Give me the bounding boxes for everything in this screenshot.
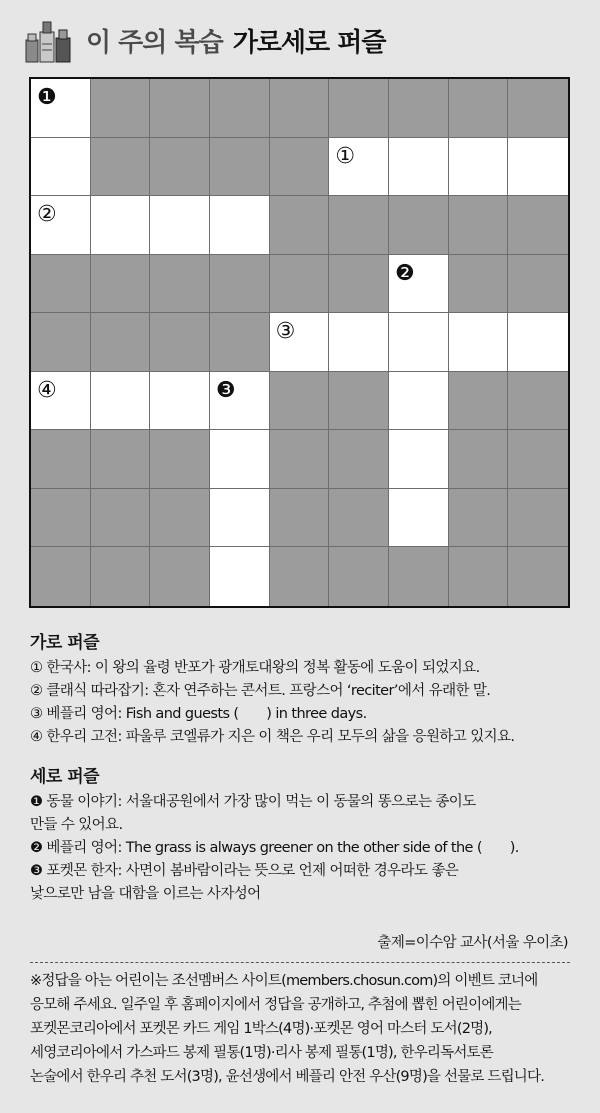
page-title bbox=[86, 22, 385, 59]
across-clue-1: ① 한국사: 이 왕의 율령 반포가 광개토대왕의 정복 활동에 도움이 되었지요. bbox=[30, 660, 480, 676]
answer-cell[interactable] bbox=[210, 547, 270, 606]
blocked-cell bbox=[270, 196, 330, 255]
across-clue-3: ③ 베플리 영어: Fish and guests ( ) in three days. bbox=[30, 706, 367, 722]
blocked-cell bbox=[210, 138, 270, 197]
blocked-cell bbox=[329, 255, 389, 314]
notice-line-4: 세영코리아에서 가스파드 봉제 필통(1명)·리사 봉제 필통(1명), 한우리독서토론 bbox=[30, 1045, 493, 1061]
blocked-cell bbox=[508, 430, 568, 489]
blocked-cell bbox=[389, 547, 449, 606]
answer-cell[interactable] bbox=[210, 489, 270, 548]
answer-cell[interactable] bbox=[31, 372, 91, 431]
blocked-cell bbox=[210, 79, 270, 138]
blocked-cell bbox=[91, 430, 151, 489]
answer-cell[interactable] bbox=[31, 138, 91, 197]
answer-cell[interactable] bbox=[389, 489, 449, 548]
answer-cell[interactable] bbox=[150, 372, 210, 431]
clue-number: ④ bbox=[37, 377, 57, 403]
blocked-cell bbox=[449, 255, 509, 314]
blocked-cell bbox=[91, 255, 151, 314]
blocked-cell bbox=[449, 489, 509, 548]
clue-number: ② bbox=[37, 202, 57, 228]
answer-cell[interactable] bbox=[31, 196, 91, 255]
header bbox=[0, 0, 600, 70]
blocked-cell bbox=[449, 372, 509, 431]
answer-cell[interactable] bbox=[210, 196, 270, 255]
clue-number: ❶ bbox=[37, 85, 57, 110]
blocked-cell bbox=[91, 313, 151, 372]
blocked-cell bbox=[270, 79, 330, 138]
blocked-cell bbox=[31, 255, 91, 314]
blocked-cell bbox=[329, 547, 389, 606]
blocked-cell bbox=[270, 372, 330, 431]
blocked-cell bbox=[91, 547, 151, 606]
answer-cell[interactable] bbox=[210, 430, 270, 489]
blocked-cell bbox=[449, 79, 509, 138]
blocked-cell bbox=[449, 430, 509, 489]
blocked-cell bbox=[270, 547, 330, 606]
blocked-cell bbox=[329, 430, 389, 489]
blocked-cell bbox=[508, 79, 568, 138]
blocked-cell bbox=[31, 489, 91, 548]
blocked-cell bbox=[150, 489, 210, 548]
blocked-cell bbox=[31, 430, 91, 489]
blocked-cell bbox=[389, 79, 449, 138]
blocked-cell bbox=[270, 489, 330, 548]
blocked-cell bbox=[389, 196, 449, 255]
across-clue-2: ② 클래식 따라잡기: 혼자 연주하는 콘서트. 프랑스어 ‘reciter’에서 유래한 말. bbox=[30, 683, 491, 699]
across-clue-4: ④ 한우리 고전: 파울루 코엘류가 지은 이 책은 우리 모두의 삶을 응원하고 있지요. bbox=[30, 729, 515, 745]
crossword-cells bbox=[31, 79, 568, 606]
blocked-cell bbox=[150, 313, 210, 372]
blocked-cell bbox=[150, 138, 210, 197]
answer-cell[interactable] bbox=[389, 430, 449, 489]
answer-cell[interactable] bbox=[150, 196, 210, 255]
down-clue-1-cont: 만들 수 있어요. bbox=[30, 817, 123, 833]
answer-cell[interactable] bbox=[91, 196, 151, 255]
blocked-cell bbox=[210, 313, 270, 372]
down-clue-2: ❷ 베플리 영어: The grass is always greener on the other side of the ( ). bbox=[30, 840, 519, 856]
clue-number: ① bbox=[335, 143, 356, 169]
answer-cell[interactable] bbox=[389, 372, 449, 431]
down-clue-3: ❸ 포켓몬 한자: 사면이 봄바람이라는 뜻으로 언제 어떠한 경우라도 좋은 bbox=[30, 863, 459, 879]
answer-cell[interactable] bbox=[508, 313, 568, 372]
blocked-cell bbox=[210, 255, 270, 314]
answer-cell[interactable] bbox=[329, 138, 389, 197]
blocked-cell bbox=[449, 196, 509, 255]
blocked-cell bbox=[150, 430, 210, 489]
answer-cell[interactable] bbox=[329, 313, 389, 372]
answer-cell[interactable] bbox=[508, 138, 568, 197]
clue-number: ❷ bbox=[395, 260, 415, 286]
blocked-cell bbox=[329, 489, 389, 548]
blocked-cell bbox=[329, 372, 389, 431]
blocked-cell bbox=[31, 547, 91, 606]
blocked-cell bbox=[150, 255, 210, 314]
blocked-cell bbox=[508, 489, 568, 548]
notice-section bbox=[30, 969, 580, 1089]
blocked-cell bbox=[31, 313, 91, 372]
answer-cell[interactable] bbox=[389, 138, 449, 197]
clue-number: ③ bbox=[275, 319, 296, 345]
notice-line-5: 논술에서 한우리 추천 도서(3명), 윤선생에서 베플리 안전 우산(9명)을 선물로 드립니다. bbox=[30, 1069, 545, 1085]
title-accent: 이 주의 복습 bbox=[86, 28, 223, 58]
answer-cell[interactable] bbox=[449, 313, 509, 372]
blocked-cell bbox=[270, 138, 330, 197]
blocked-cell bbox=[91, 138, 151, 197]
blocked-cell bbox=[508, 547, 568, 606]
blocked-cell bbox=[508, 372, 568, 431]
blocked-cell bbox=[449, 547, 509, 606]
notice-line-1: ※정답을 아는 어린이는 조선멤버스 사이트(members.chosun.com)의 이벤트 코너에 bbox=[30, 973, 538, 989]
blocked-cell bbox=[91, 489, 151, 548]
answer-cell[interactable] bbox=[210, 372, 270, 431]
bottles-logo-icon bbox=[20, 14, 76, 64]
down-clue-1: ❶ 동물 이야기: 서울대공원에서 가장 많이 먹는 이 동물의 똥으로는 종이도 bbox=[30, 794, 476, 810]
answer-cell[interactable] bbox=[389, 255, 449, 314]
clues-section bbox=[30, 632, 575, 906]
blocked-cell bbox=[150, 547, 210, 606]
dashed-divider bbox=[30, 962, 570, 963]
title-main: 가로세로 퍼즐 bbox=[232, 28, 386, 58]
answer-cell[interactable] bbox=[449, 138, 509, 197]
blocked-cell bbox=[329, 79, 389, 138]
down-heading: 세로 퍼즐 bbox=[30, 767, 100, 787]
answer-cell[interactable] bbox=[389, 313, 449, 372]
blocked-cell bbox=[329, 196, 389, 255]
notice-line-2: 응모해 주세요. 일주일 후 홈페이지에서 정답을 공개하고, 추첨에 뽑힌 어린이에게는 bbox=[30, 997, 521, 1013]
blocked-cell bbox=[270, 430, 330, 489]
answer-cell[interactable] bbox=[270, 313, 330, 372]
answer-cell[interactable] bbox=[91, 372, 151, 431]
clue-number: ❸ bbox=[216, 377, 236, 403]
blocked-cell bbox=[270, 255, 330, 314]
blocked-cell bbox=[91, 79, 151, 138]
blocked-cell bbox=[508, 196, 568, 255]
crossword-grid bbox=[29, 77, 570, 608]
blocked-cell bbox=[508, 255, 568, 314]
answer-cell[interactable] bbox=[31, 79, 91, 138]
down-clue-3-cont: 낯으로만 남을 대함을 이르는 사자성어 bbox=[30, 886, 261, 902]
notice-line-3: 포켓몬코리아에서 포켓몬 카드 게임 1박스(4명)·포켓몬 영어 마스터 도서(2명), bbox=[30, 1021, 492, 1037]
across-heading: 가로 퍼즐 bbox=[30, 633, 100, 653]
blocked-cell bbox=[150, 79, 210, 138]
credit-line: 출제=이수암 교사(서울 우이초) bbox=[377, 935, 568, 951]
